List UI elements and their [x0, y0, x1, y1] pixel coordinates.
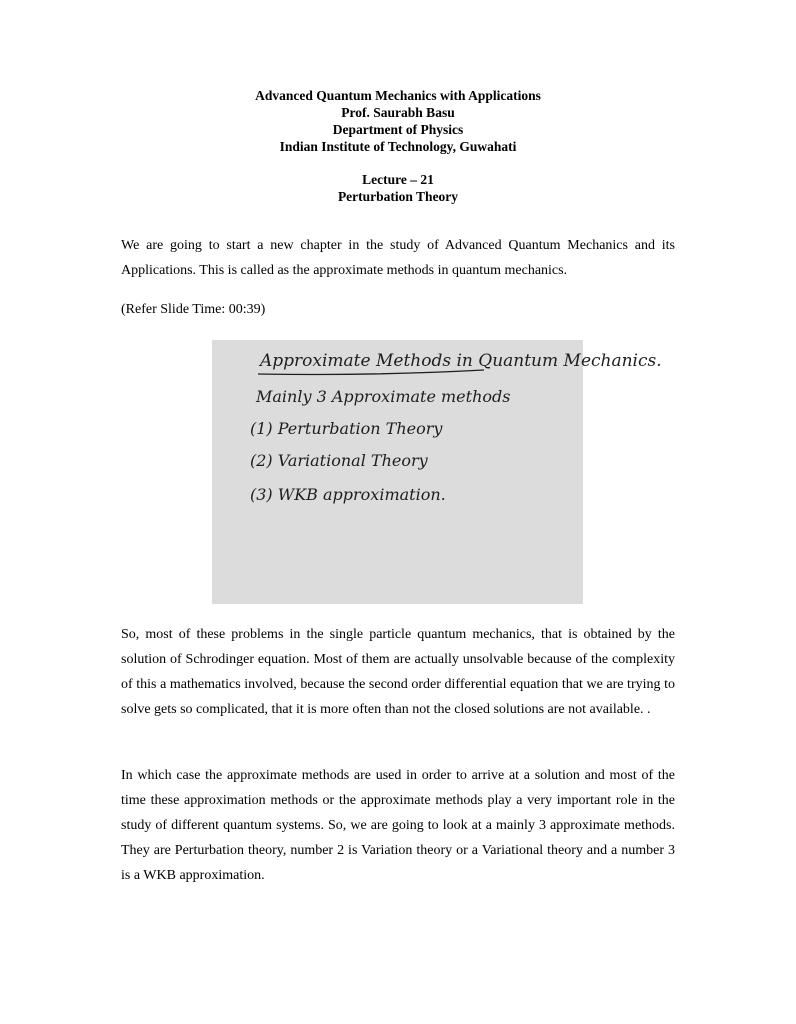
body-paragraph-2: So, most of these problems in the single particle quantum mechanics, that is obtained by the solution of Schrodinger equation. Most of them are actually unsolvable because of the complexity of this a mathematics involved, because the second order differential equation that we are trying to solve gets so complicated, that it is more often than not the closed solutions are not available. .: [121, 627, 675, 717]
body-paragraph-3: In which case the approximate methods are used in order to arrive at a solution and most of the time these approximation methods or the approximate methods play a very important role in the study of different quantum systems. So, we are going to look at a mainly 3 approximate methods. They are Perturbation theory, number 2 is Variation theory or a Variational theory and a number 3 is a WKB approximation.: [121, 768, 675, 883]
institute-name: Indian Institute of Technology, Guwahati: [279, 139, 517, 154]
lecture-heading: [0, 171, 796, 205]
slide-item-2: (2) Variational Theory: [250, 451, 428, 470]
document-header: [0, 87, 796, 155]
lecture-number: Lecture – 21: [362, 172, 434, 187]
slide-subtitle: Mainly 3 Approximate methods: [256, 387, 511, 406]
professor-name: Prof. Saurabh Basu: [341, 105, 455, 120]
course-title: Advanced Quantum Mechanics with Applications: [255, 88, 541, 103]
lecture-topic: Perturbation Theory: [337, 189, 459, 204]
slide-item-3: (3) WKB approximation.: [250, 485, 446, 504]
slide-time-reference: (Refer Slide Time: 00:39): [121, 302, 266, 317]
slide-handwriting: [212, 340, 662, 604]
lecture-slide-image: [212, 340, 662, 604]
slide-title: Approximate Methods in Quantum Mechanics.: [260, 351, 662, 371]
intro-paragraph: We are going to start a new chapter in the study of Advanced Quantum Mechanics and its Applications. This is called as the approximate methods in quantum mechanics.: [121, 238, 675, 278]
slide-item-1: (1) Perturbation Theory: [250, 419, 443, 438]
department-name: Department of Physics: [332, 122, 464, 137]
